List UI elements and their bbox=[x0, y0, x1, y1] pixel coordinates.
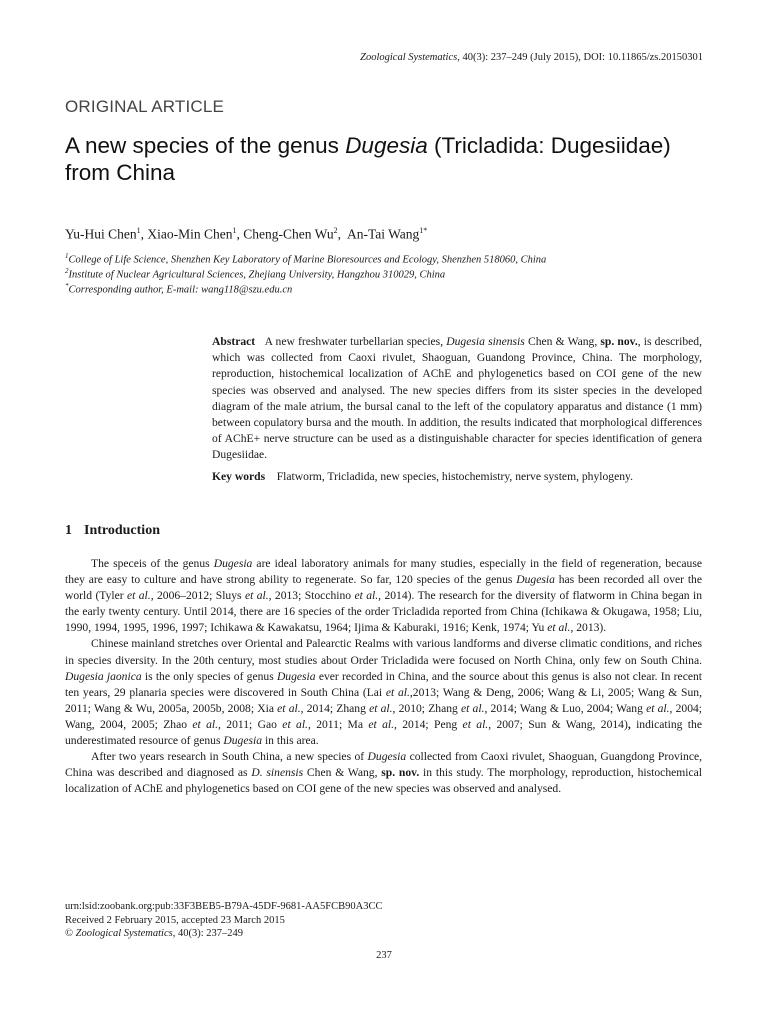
corresponding-author: *Corresponding author, E-mail: wang118@szu.edu.cn bbox=[65, 282, 293, 296]
author: Xiao-Min Chen bbox=[147, 226, 233, 242]
zoobank-lsid: urn:lsid:zoobank.org:pub:33F3BEB5-B79A-45DF-9681-AA5FCB90A3CC bbox=[65, 901, 383, 912]
footer-info bbox=[65, 900, 382, 941]
section-heading bbox=[65, 523, 160, 539]
author-list: Yu-Hui Chen$^1$, Xiao-Min Chen$^1$, Cheng-Chen Wu$^2$, An-Tai Wang$^{1*}$ bbox=[65, 226, 428, 242]
article-type: ORIGINAL ARTICLE bbox=[65, 97, 225, 116]
title-genus: Dugesia bbox=[345, 133, 428, 158]
abstract: Abstract A new freshwater turbellarian species, Dugesia sinensis Chen & Wang, sp. nov., is described, which was collected from Caoxi rivulet, Shaoguan, Guandong Province, China. The morphology, reproduction, histochemical localization of AChE and phylogenetics based on COI gene of the new species was observed and analysed. The new species differs from its sister species in the developed diagram of the male atrium, the bursal canal to the left of the copulatory apparatus and distance (1 mm) between copulatory bursa and the mouth. In addition, the results indicated that morphological differences of AChE+ nerve structure can be used as a distinguishable character for species identification of genera Dugesiidae. bbox=[212, 335, 702, 462]
received-dates: Received 2 February 2015, accepted 23 March 2015 bbox=[65, 914, 285, 926]
journal-citation bbox=[360, 52, 703, 63]
journal-name: Zoological Systematics bbox=[360, 52, 458, 63]
introduction-body bbox=[65, 556, 702, 797]
paper-title: A new species of the genus Dugesia (Tricladida: Dugesiidae) from China bbox=[65, 133, 671, 185]
section-number: 1 bbox=[65, 523, 72, 538]
affiliation: $^2$Institute of Nuclear Agricultural Sciences, Zhejiang University, Hangzhou 310029, China bbox=[65, 267, 446, 281]
copyright-line: © Zoological Systematics, 40(3): 237–249 bbox=[65, 928, 244, 939]
paragraph: Chinese mainland stretches over Oriental and Palearctic Realms with various landforms and diverse climatic conditions, and riches in species diversity. In the 20th century, most studies about Order Tricladida were focused on North China, only few on South China. Dugesia jaonica is the only species of genus Dugesia ever recorded in China, and the source about this genus is also not clear. In recent ten years, 29 planaria species were discovered in South China (Lai et al.,2013; Wang & Deng, 2006; Wang & Li, 2005; Wang & Sun, 2011; Wang & Wu, 2005a, 2005b, 2008; Xia et al., 2014; Zhang et al., 2010; Zhang et al., 2014; Wang & Luo, 2004; Wang et al., 2004; Wang, 2004, 2005; Zhao et al., 2011; Gao et al., 2011; Ma et al., 2014; Peng et al., 2007; Sun & Wang, 2014), indicating the underestimated resource of genus Dugesia in this area. bbox=[65, 637, 703, 748]
paragraph: After two years research in South China, a new species of Dugesia collected from Caoxi rivulet, Shaoguan, Guangdong Province, China was described and diagnosed as D. sinensis Chen & Wang, sp. nov. in this study. The morphology, reproduction, histochemical localization of AChE and phylogenetics based on COI gene of the new species was observed and analysed. bbox=[65, 750, 703, 796]
abstract-label: Abstract bbox=[212, 335, 256, 348]
author: Yu-Hui Chen bbox=[65, 226, 137, 242]
author: An-Tai Wang bbox=[346, 226, 420, 242]
affiliation: $^1$College of Life Science, Shenzhen Key Laboratory of Marine Bioresources and Ecology, Shenzhen 518060, China bbox=[65, 252, 547, 266]
section-title: Introduction bbox=[84, 523, 160, 538]
keywords-label: Key words bbox=[212, 470, 266, 483]
citation-details: , 40(3): 237–249 (July 2015), DOI: 10.11865/zs.20150301 bbox=[457, 52, 703, 63]
author: Cheng-Chen Wu bbox=[243, 226, 334, 242]
page-number: 237 bbox=[376, 950, 392, 961]
keywords: Key words Flatworm, Tricladida, new species, histochemistry, nerve system, phylogeny. bbox=[212, 470, 633, 483]
paragraph: The speceis of the genus Dugesia are ideal laboratory animals for many studies, especially in the field of regeneration, because they are easy to culture and have strong ability to regenerate. So far, 120 species of the genus Dugesia has been recorded all over the world (Tyler et al., 2006–2012; Sluys et al., 2013; Stocchino et al., 2014). The research for the diversity of flatworm in China began in the early twenty century. Until 2014, there are 16 species of the order Tricladida reported from China (Ichikawa & Okugawa, 1958; Liu, 1990, 1994, 1995, 1996, 1997; Ichikawa & Kawakatsu, 1964; Ijima & Kaburaki, 1916; Kenk, 1974; Yu et al., 2013). bbox=[65, 557, 703, 635]
